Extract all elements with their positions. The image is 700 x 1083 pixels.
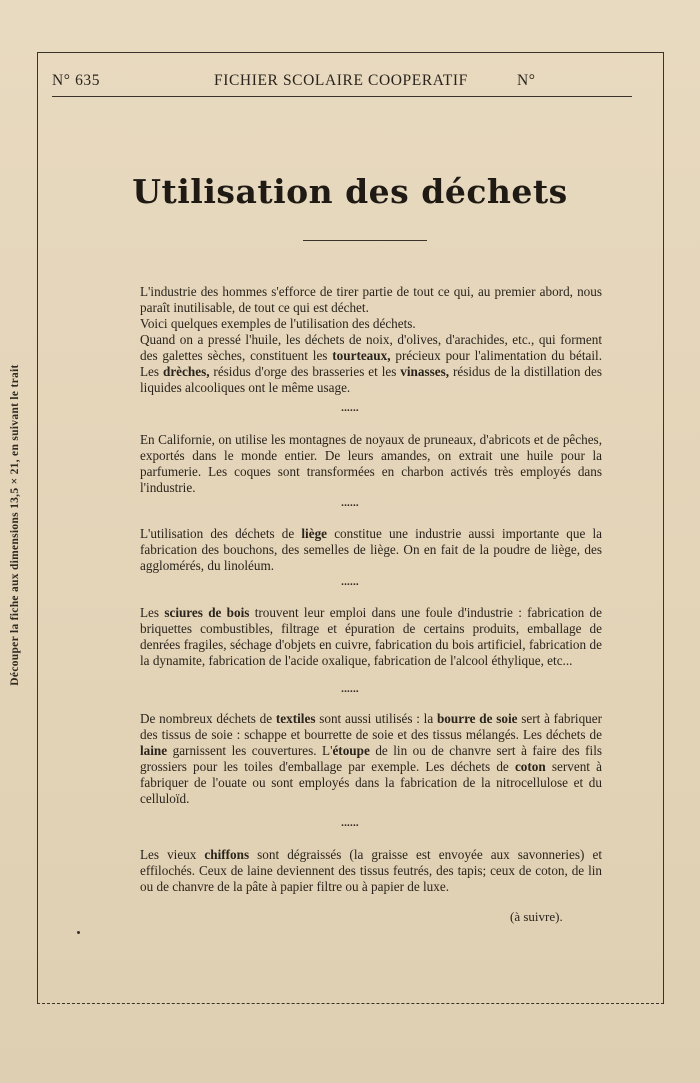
paragraph-text: constitue une industrie aussi importante que la fabrication des bouchons, des semelles de liège. On en fait de la poudre de liège, des agglomérés, du linoléum.: [140, 526, 602, 573]
paragraph-california: [140, 432, 602, 496]
bold-term: bourre de soie: [436, 711, 518, 726]
separator: ......: [341, 576, 359, 588]
paragraph-text: En Californie, on utilise les montagnes de noyaux de pruneaux, d'abricots et de pêches, exportés dans le monde entier. De leurs amandes, on extrait une huile pour la parfumerie. Les coques sont transformées en charbon activés très employés dans l'industrie.: [140, 432, 602, 495]
cutting-instruction: Découper la fiche aux dimensions 13,5 × 21, en suivant le trait: [9, 364, 21, 686]
paragraph-text: Les vieux: [140, 847, 205, 862]
separator: ......: [341, 402, 359, 414]
bold-term: laine: [140, 743, 168, 758]
paragraph-text: résidus de la distillation des liquides alcooliques ont le même usage.: [140, 364, 602, 395]
bold-term: chiffons: [204, 847, 250, 862]
paragraph-liege: [140, 526, 602, 574]
paragraph-text: L'utilisation des déchets de: [140, 526, 302, 541]
page-title: Utilisation des déchets: [132, 172, 568, 211]
paragraph-text: garnissent les couvertures. L': [167, 743, 333, 758]
paragraph-text: trouvent leur emploi dans une foule d'industrie : fabrication de briquettes combustibles, filtrage et épuration de certains produits, emballage de denrées fragiles, séchage d'objets en cuivre, fabrication du bois artificiel, fabrication de la dynamite, fabrication de l'acide oxalique, fabrication de l'alcool éthylique, etc...: [140, 605, 602, 668]
separator: ......: [341, 683, 359, 695]
separator: ......: [341, 497, 359, 509]
bold-term: tourteaux,: [332, 348, 391, 363]
paragraph-sciures: [140, 605, 602, 669]
paragraph-text: sert à fabriquer des tissus de soie : schappe et bourrette de soie et des tissus mélangés. Les déchets de: [140, 711, 603, 742]
paragraph-intro: [140, 284, 602, 396]
paragraph-text: servent à fabriquer de l'ouate ou sont employés dans la fabrication de la nitrocellulose et du celluloïd.: [140, 759, 602, 806]
card-number-blank: N°: [517, 72, 536, 89]
paragraph-text: sont dégraissés (la graisse est envoyée aux savonneries) et effilochés. Ceux de laine deviennent des tissus feutrés, des tapis; ceux de coton, de lin ou de chanvre de la pâte à papier filtre ou à papier de luxe.: [140, 847, 602, 894]
bold-term: drèches,: [162, 364, 210, 379]
separator: ......: [341, 817, 359, 829]
bold-term: sciures de bois: [164, 605, 250, 620]
title-underline: [303, 240, 427, 241]
paragraph-textiles: [140, 711, 602, 807]
ink-speck: [77, 931, 80, 934]
card-header: [52, 66, 632, 97]
continuation-note: (à suivre).: [510, 909, 563, 924]
paragraph-text: sont aussi utilisés : la: [315, 711, 437, 726]
paragraph-text: De nombreux déchets de: [140, 711, 276, 726]
bold-term: vinasses,: [400, 364, 450, 379]
card-number: N° 635: [52, 72, 101, 89]
collection-title: FICHIER SCOLAIRE COOPERATIF: [214, 72, 468, 89]
paragraph-text: L'industrie des hommes s'efforce de tirer partie de tout ce qui, au premier abord, nous paraît inutilisable, de tout ce qui est déchet. Voici quelques exemples de l'utilisation des déchets. Quand on a pressé l'huile, les déchets de noix, d'olives, d'arachides, etc., qui forment des galettes sèches, constituent les: [140, 284, 602, 363]
bold-term: liège: [301, 526, 328, 541]
bold-term: étoupe: [332, 743, 370, 758]
paragraph-text: de lin ou de chanvre sert à faire des fils grossiers pour les toiles d'emballage par exemple. Les déchets de: [140, 743, 602, 774]
paragraph-text: Les: [140, 605, 165, 620]
bold-term: textiles: [275, 711, 316, 726]
paragraph-text: résidus d'orge des brasseries et les: [209, 364, 401, 379]
paragraph-text: précieux pour l'alimentation du bétail. Les: [140, 348, 602, 379]
paragraph-chiffons: [140, 847, 602, 895]
bold-term: coton: [514, 759, 546, 774]
